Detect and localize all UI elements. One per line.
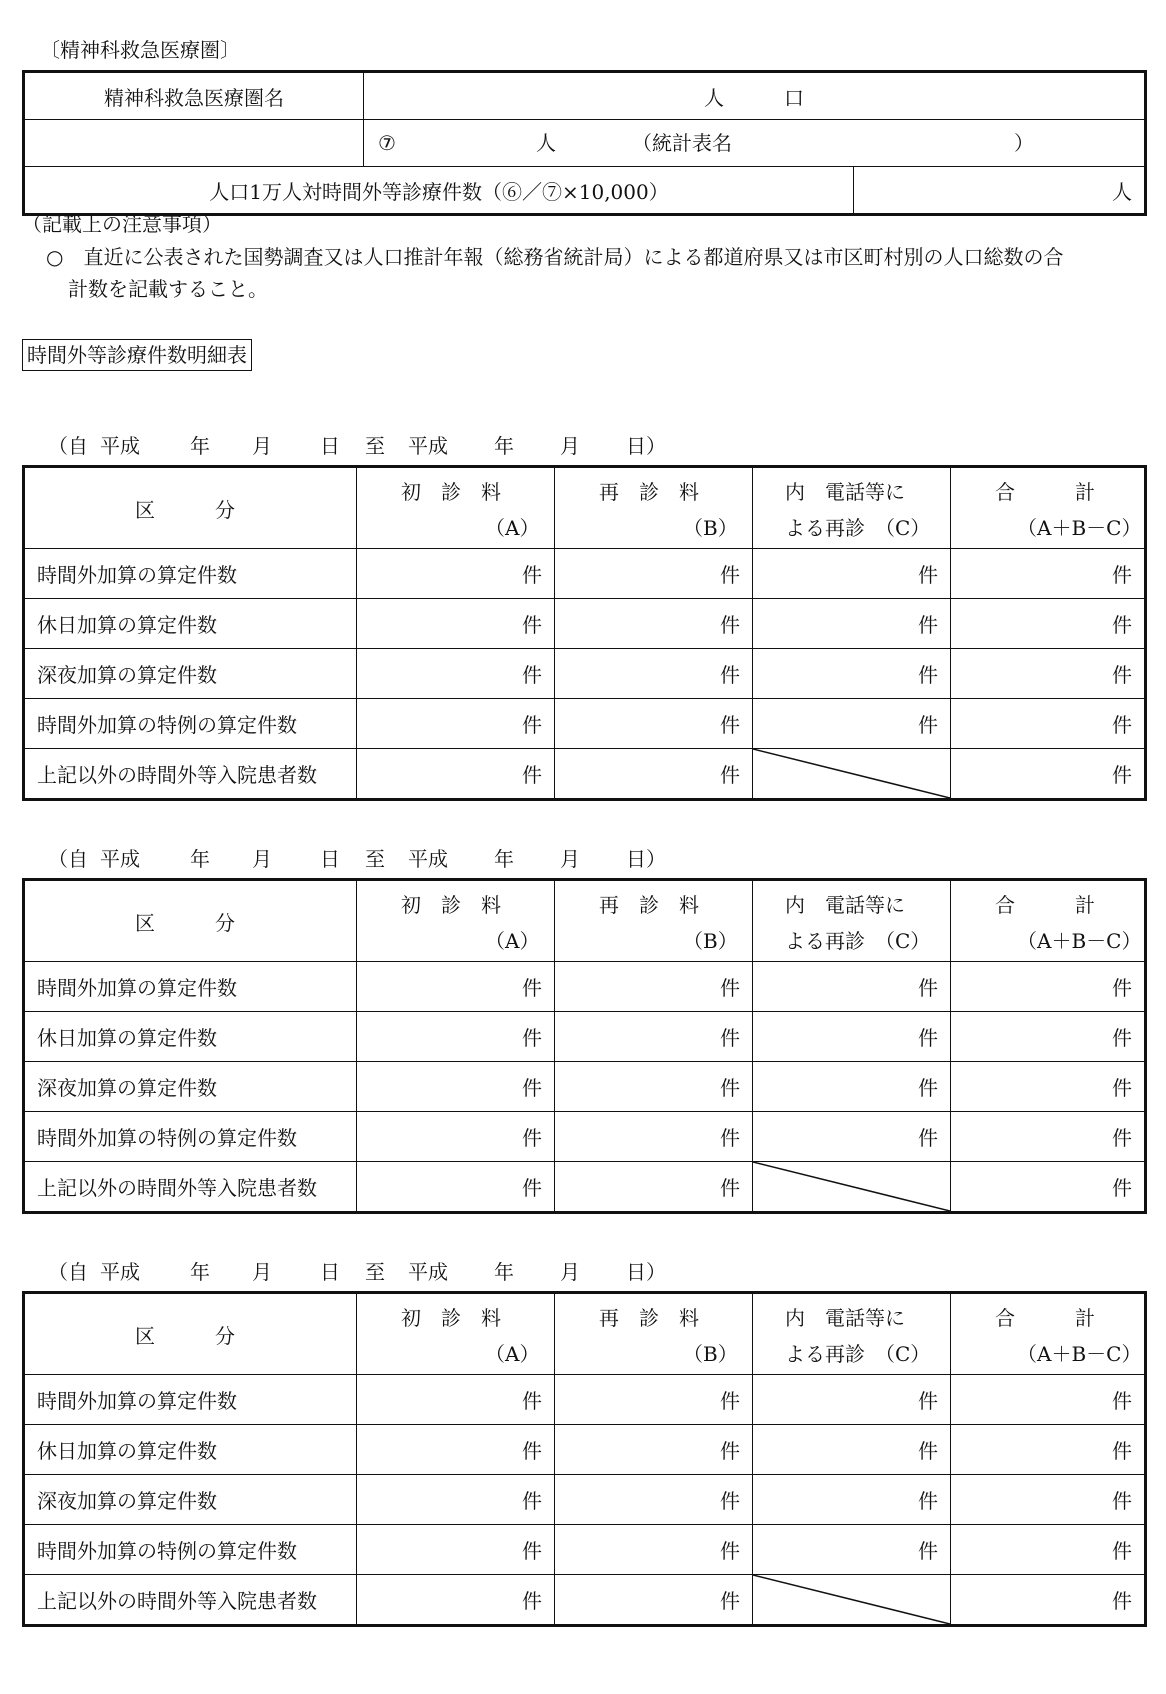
period-line-3 <box>48 1260 708 1286</box>
period-month-2: 月 <box>560 847 580 871</box>
row-marker-7: ⑦ <box>378 131 396 155</box>
cell-c[interactable]: 件 <box>753 549 951 599</box>
col-header-category: 区 分 <box>24 880 357 962</box>
cell-b[interactable]: 件 <box>555 699 753 749</box>
detail-table-title: 時間外等診療件数明細表 <box>22 339 252 371</box>
cell-total[interactable]: 件 <box>951 549 1146 599</box>
col-header-category: 区 分 <box>24 1293 357 1375</box>
col-header-revisit: 再 診 料 （B） <box>555 1293 753 1375</box>
col-header-phone-revisit: 内 電話等に よる再診 （C） <box>753 467 951 549</box>
detail-table-1 <box>22 465 1147 801</box>
cell-b[interactable]: 件 <box>555 1425 753 1475</box>
row-label: 上記以外の時間外等入院患者数 <box>24 1162 357 1213</box>
table-row <box>24 1162 1146 1213</box>
population-label: 人 口 <box>364 72 1146 120</box>
cell-c[interactable]: 件 <box>753 1112 951 1162</box>
row-label: 時間外加算の特例の算定件数 <box>24 1525 357 1575</box>
cell-b[interactable]: 件 <box>555 1525 753 1575</box>
cell-c[interactable]: 件 <box>753 699 951 749</box>
cell-c[interactable]: 件 <box>753 1375 951 1425</box>
row-label: 休日加算の算定件数 <box>24 1012 357 1062</box>
col-header-first-visit: 初 診 料 （A） <box>357 467 555 549</box>
cell-a[interactable]: 件 <box>357 1162 555 1213</box>
cell-a[interactable]: 件 <box>357 1425 555 1475</box>
stat-table-name-open: （統計表名 <box>632 131 732 155</box>
cell-c[interactable]: 件 <box>753 1525 951 1575</box>
population-table <box>22 70 1147 216</box>
area-name-label: 精神科救急医療圏名 <box>24 72 364 120</box>
period-year: 年 <box>190 847 210 871</box>
col-header-phone-revisit: 内 電話等に よる再診 （C） <box>753 880 951 962</box>
row-label: 深夜加算の算定件数 <box>24 1475 357 1525</box>
cell-total[interactable]: 件 <box>951 1375 1146 1425</box>
table-row <box>24 699 1146 749</box>
period-line-1 <box>48 434 708 460</box>
row-label: 時間外加算の特例の算定件数 <box>24 1112 357 1162</box>
col-header-first-visit: 初 診 料 （A） <box>357 1293 555 1375</box>
period-to: 至 <box>365 847 385 871</box>
detail-table-3 <box>22 1291 1147 1627</box>
cell-b[interactable]: 件 <box>555 549 753 599</box>
cell-b[interactable]: 件 <box>555 1062 753 1112</box>
section-header: 〔精神科救急医療圏〕 <box>40 38 240 62</box>
cell-total[interactable]: 件 <box>951 1525 1146 1575</box>
period-year-2: 年 <box>494 847 514 871</box>
cell-total[interactable]: 件 <box>951 1162 1146 1213</box>
stat-table-name-close: ） <box>1014 131 1034 155</box>
ratio-label: 人口1万人対時間外等診療件数（⑥／⑦×10,000） <box>24 167 854 215</box>
cell-c[interactable]: 件 <box>753 1012 951 1062</box>
period-year: 年 <box>190 1260 210 1284</box>
table-row <box>24 599 1146 649</box>
col-header-total: 合 計 （A＋B－C） <box>951 880 1146 962</box>
period-year-2: 年 <box>494 434 514 458</box>
period-year: 年 <box>190 434 210 458</box>
cell-b[interactable]: 件 <box>555 649 753 699</box>
cell-a[interactable]: 件 <box>357 1012 555 1062</box>
cell-a[interactable]: 件 <box>357 649 555 699</box>
cell-a[interactable]: 件 <box>357 749 555 800</box>
period-open: （自 <box>48 847 88 871</box>
period-month: 月 <box>252 847 272 871</box>
period-close: 日） <box>626 847 666 871</box>
period-to: 至 <box>365 1260 385 1284</box>
period-month-2: 月 <box>560 434 580 458</box>
cell-total[interactable]: 件 <box>951 699 1146 749</box>
area-name-cell[interactable] <box>24 120 364 167</box>
cell-b[interactable]: 件 <box>555 962 753 1012</box>
table-row <box>24 549 1146 599</box>
table-row <box>24 1425 1146 1475</box>
cell-c[interactable]: 件 <box>753 1475 951 1525</box>
row-label: 休日加算の算定件数 <box>24 1425 357 1475</box>
period-month: 月 <box>252 1260 272 1284</box>
cell-total[interactable]: 件 <box>951 749 1146 800</box>
period-era-end: 平成 <box>408 1260 448 1284</box>
row-label: 深夜加算の算定件数 <box>24 649 357 699</box>
period-era-start: 平成 <box>100 434 140 458</box>
table-row <box>24 749 1146 800</box>
diagonal-strike <box>753 749 950 798</box>
diagonal-strike <box>753 1575 950 1624</box>
cell-total[interactable]: 件 <box>951 1575 1146 1626</box>
cell-b[interactable]: 件 <box>555 749 753 800</box>
cell-total[interactable]: 件 <box>951 1475 1146 1525</box>
cell-c-not-applicable <box>753 1162 951 1213</box>
period-month: 月 <box>252 434 272 458</box>
cell-total[interactable]: 件 <box>951 1425 1146 1475</box>
table-row <box>24 1575 1146 1626</box>
cell-a[interactable]: 件 <box>357 599 555 649</box>
cell-total[interactable]: 件 <box>951 962 1146 1012</box>
cell-a[interactable]: 件 <box>357 1525 555 1575</box>
row-label: 時間外加算の算定件数 <box>24 1375 357 1425</box>
col-header-first-visit: 初 診 料 （A） <box>357 880 555 962</box>
period-close: 日） <box>626 434 666 458</box>
population-unit: 人 <box>536 131 556 155</box>
notes-item-line2: 計数を記載すること。 <box>68 277 268 301</box>
period-open: （自 <box>48 434 88 458</box>
table-row <box>24 1375 1146 1425</box>
cell-b[interactable]: 件 <box>555 599 753 649</box>
col-header-total: 合 計 （A＋B－C） <box>951 467 1146 549</box>
ratio-value-cell[interactable]: 人 <box>854 167 1146 215</box>
cell-a[interactable]: 件 <box>357 1575 555 1626</box>
cell-a[interactable]: 件 <box>357 1112 555 1162</box>
row-label: 上記以外の時間外等入院患者数 <box>24 1575 357 1626</box>
period-line-2 <box>48 847 708 873</box>
cell-a[interactable]: 件 <box>357 549 555 599</box>
period-era-end: 平成 <box>408 847 448 871</box>
cell-b[interactable]: 件 <box>555 1475 753 1525</box>
table-row <box>24 649 1146 699</box>
row-label: 休日加算の算定件数 <box>24 599 357 649</box>
table-row <box>24 1475 1146 1525</box>
population-value-cell[interactable] <box>364 120 1146 167</box>
notes-item-line1: ○ 直近に公表された国勢調査又は人口推計年報（総務省統計局）による都道府県又は市区町村別の人口総数の合 <box>46 245 1064 269</box>
cell-b[interactable]: 件 <box>555 1112 753 1162</box>
row-label: 時間外加算の特例の算定件数 <box>24 699 357 749</box>
col-header-revisit: 再 診 料 （B） <box>555 467 753 549</box>
table-row <box>24 1012 1146 1062</box>
detail-table-2 <box>22 878 1147 1214</box>
cell-total[interactable]: 件 <box>951 1112 1146 1162</box>
period-era-end: 平成 <box>408 434 448 458</box>
period-era-start: 平成 <box>100 847 140 871</box>
period-era-start: 平成 <box>100 1260 140 1284</box>
notes-heading: （記載上の注意事項） <box>22 212 222 236</box>
cell-a[interactable]: 件 <box>357 1062 555 1112</box>
row-label: 時間外加算の算定件数 <box>24 549 357 599</box>
table-row <box>24 962 1146 1012</box>
period-day: 日 <box>320 1260 340 1284</box>
cell-b[interactable]: 件 <box>555 1575 753 1626</box>
cell-c-not-applicable <box>753 1575 951 1626</box>
period-day: 日 <box>320 434 340 458</box>
cell-total[interactable]: 件 <box>951 599 1146 649</box>
cell-b[interactable]: 件 <box>555 1162 753 1213</box>
period-month-2: 月 <box>560 1260 580 1284</box>
diagonal-strike <box>753 1162 950 1211</box>
cell-total[interactable]: 件 <box>951 1012 1146 1062</box>
col-header-phone-revisit: 内 電話等に よる再診 （C） <box>753 1293 951 1375</box>
period-to: 至 <box>365 434 385 458</box>
cell-a[interactable]: 件 <box>357 1375 555 1425</box>
row-label: 時間外加算の算定件数 <box>24 962 357 1012</box>
cell-b[interactable]: 件 <box>555 1012 753 1062</box>
col-header-category: 区 分 <box>24 467 357 549</box>
col-header-total: 合 計 （A＋B－C） <box>951 1293 1146 1375</box>
cell-c[interactable]: 件 <box>753 962 951 1012</box>
cell-a[interactable]: 件 <box>357 1475 555 1525</box>
cell-total[interactable]: 件 <box>951 1062 1146 1112</box>
cell-c[interactable]: 件 <box>753 1062 951 1112</box>
cell-a[interactable]: 件 <box>357 962 555 1012</box>
cell-b[interactable]: 件 <box>555 1375 753 1425</box>
table-row <box>24 1112 1146 1162</box>
period-year-2: 年 <box>494 1260 514 1284</box>
cell-a[interactable]: 件 <box>357 699 555 749</box>
row-label: 深夜加算の算定件数 <box>24 1062 357 1112</box>
period-close: 日） <box>626 1260 666 1284</box>
cell-c[interactable]: 件 <box>753 599 951 649</box>
table-row <box>24 1062 1146 1112</box>
cell-total[interactable]: 件 <box>951 649 1146 699</box>
period-day: 日 <box>320 847 340 871</box>
row-label: 上記以外の時間外等入院患者数 <box>24 749 357 800</box>
cell-c[interactable]: 件 <box>753 649 951 699</box>
cell-c-not-applicable <box>753 749 951 800</box>
cell-c[interactable]: 件 <box>753 1425 951 1475</box>
col-header-revisit: 再 診 料 （B） <box>555 880 753 962</box>
table-row <box>24 1525 1146 1575</box>
period-open: （自 <box>48 1260 88 1284</box>
